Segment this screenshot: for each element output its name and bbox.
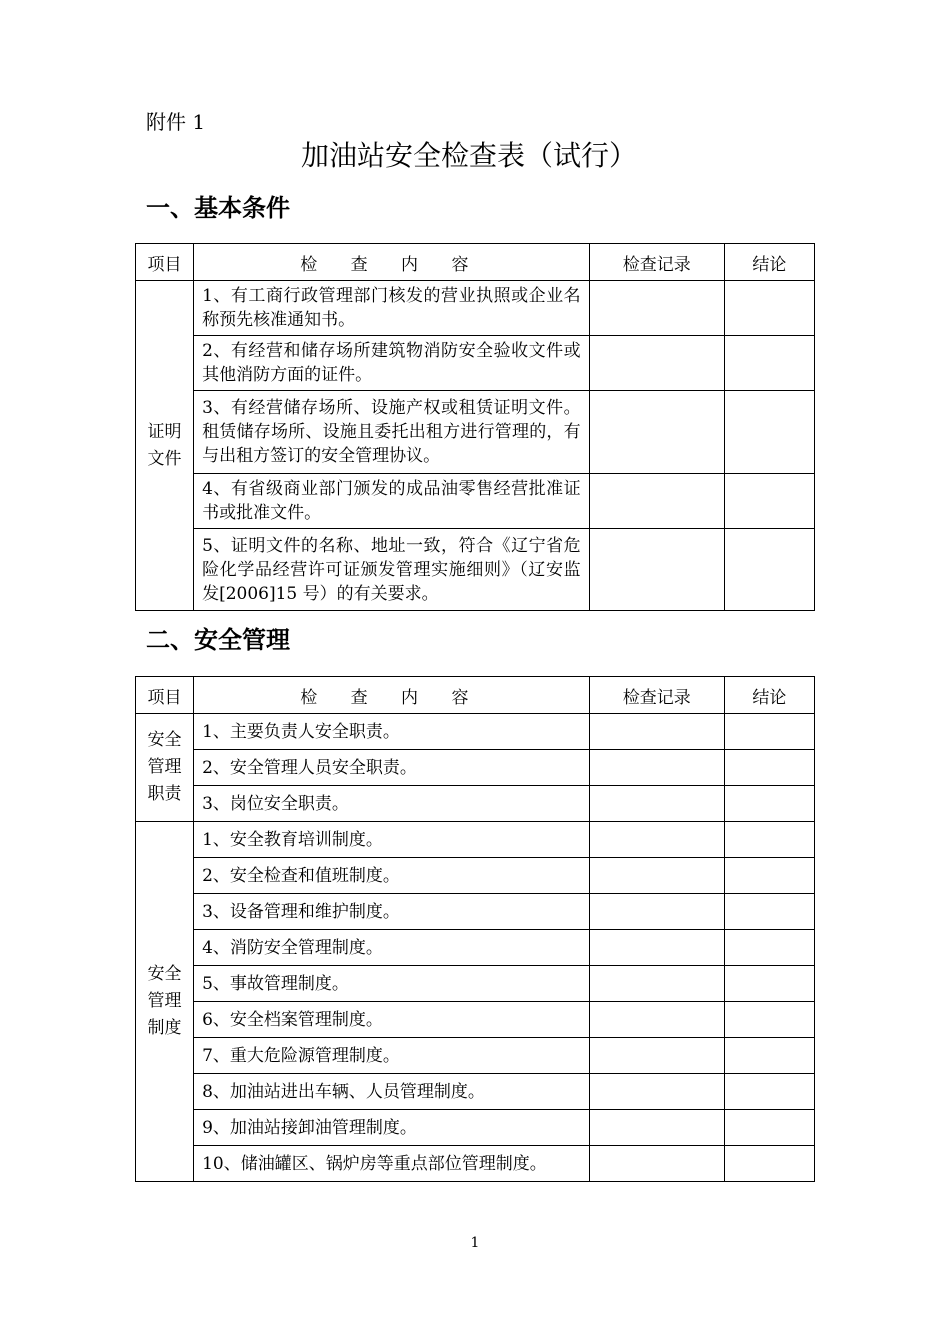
conclusion-cell[interactable]	[724, 1002, 814, 1038]
group-label-cell	[136, 822, 194, 1182]
header-content: 检 查 内 容	[194, 244, 590, 281]
group-label: 安全管理职责	[147, 730, 182, 804]
record-cell[interactable]	[589, 336, 724, 391]
conclusion-cell[interactable]	[724, 1110, 814, 1146]
header-record: 检查记录	[589, 244, 724, 281]
conclusion-cell[interactable]	[724, 894, 814, 930]
table-row	[136, 1110, 815, 1146]
table-row	[136, 281, 815, 336]
check-item-text: 9、加油站接卸油管理制度。	[194, 1110, 590, 1146]
table-row	[136, 858, 815, 894]
conclusion-cell[interactable]	[724, 336, 814, 391]
table-row	[136, 336, 815, 391]
header-item: 项目	[136, 244, 194, 281]
check-item-text: 5、事故管理制度。	[194, 966, 590, 1002]
check-item-text: 2、安全管理人员安全职责。	[194, 750, 590, 786]
conclusion-cell[interactable]	[724, 1074, 814, 1110]
check-item-text: 7、重大危险源管理制度。	[194, 1038, 590, 1074]
attachment-label: 附件 1	[146, 110, 206, 134]
check-item-text: 3、有经营储存场所、设施产权或租赁证明文件。租赁储存场所、设施且委托出租方进行管理的，有与出租方签订的安全管理协议。	[194, 391, 590, 474]
group-label: 证明文件	[147, 421, 182, 469]
record-cell[interactable]	[589, 714, 724, 750]
check-item-text: 2、安全检查和值班制度。	[194, 858, 590, 894]
record-cell[interactable]	[589, 1002, 724, 1038]
record-cell[interactable]	[589, 391, 724, 474]
check-item-text: 1、安全教育培训制度。	[194, 822, 590, 858]
header-conclusion: 结论	[724, 677, 814, 714]
check-item-text: 6、安全档案管理制度。	[194, 1002, 590, 1038]
header-item: 项目	[136, 677, 194, 714]
check-item-text: 3、设备管理和维护制度。	[194, 894, 590, 930]
table-header-row	[136, 677, 815, 714]
basic-conditions-table	[135, 243, 815, 611]
conclusion-cell[interactable]	[724, 786, 814, 822]
header-conclusion: 结论	[724, 244, 814, 281]
table-row	[136, 714, 815, 750]
conclusion-cell[interactable]	[724, 391, 814, 474]
conclusion-cell[interactable]	[724, 1146, 814, 1182]
check-item-text: 10、储油罐区、锅炉房等重点部位管理制度。	[194, 1146, 590, 1182]
page-number: 1	[470, 1235, 480, 1251]
conclusion-cell[interactable]	[724, 750, 814, 786]
document-title: 加油站安全检查表（试行）	[300, 139, 637, 172]
table-row	[136, 1038, 815, 1074]
check-item-text: 8、加油站进出车辆、人员管理制度。	[194, 1074, 590, 1110]
record-cell[interactable]	[589, 529, 724, 611]
record-cell[interactable]	[589, 1110, 724, 1146]
check-item-text: 2、有经营和储存场所建筑物消防安全验收文件或其他消防方面的证件。	[194, 336, 590, 391]
table-row	[136, 1146, 815, 1182]
check-item-text: 4、消防安全管理制度。	[194, 930, 590, 966]
table-row	[136, 750, 815, 786]
table-row	[136, 1074, 815, 1110]
record-cell[interactable]	[589, 786, 724, 822]
record-cell[interactable]	[589, 822, 724, 858]
table-row	[136, 894, 815, 930]
record-cell[interactable]	[589, 966, 724, 1002]
table-header-row	[136, 244, 815, 281]
conclusion-cell[interactable]	[724, 966, 814, 1002]
table-row	[136, 529, 815, 611]
check-item-text: 3、岗位安全职责。	[194, 786, 590, 822]
check-item-text: 1、主要负责人安全职责。	[194, 714, 590, 750]
record-cell[interactable]	[589, 1038, 724, 1074]
conclusion-cell[interactable]	[724, 474, 814, 529]
group-label: 安全管理制度	[147, 964, 182, 1038]
record-cell[interactable]	[589, 1146, 724, 1182]
check-item-text: 1、有工商行政管理部门核发的营业执照或企业名称预先核准通知书。	[194, 281, 590, 336]
section-heading-basic-conditions: 一、基本条件	[146, 194, 290, 222]
record-cell[interactable]	[589, 1074, 724, 1110]
check-item-text: 5、证明文件的名称、地址一致，符合《辽宁省危险化学品经营许可证颁发管理实施细则》（辽安监发[2006]15 号）的有关要求。	[194, 529, 590, 611]
table-row	[136, 822, 815, 858]
conclusion-cell[interactable]	[724, 529, 814, 611]
record-cell[interactable]	[589, 281, 724, 336]
conclusion-cell[interactable]	[724, 822, 814, 858]
conclusion-cell[interactable]	[724, 1038, 814, 1074]
conclusion-cell[interactable]	[724, 714, 814, 750]
record-cell[interactable]	[589, 858, 724, 894]
record-cell[interactable]	[589, 474, 724, 529]
table-row	[136, 474, 815, 529]
table-row	[136, 966, 815, 1002]
record-cell[interactable]	[589, 930, 724, 966]
table-row	[136, 391, 815, 474]
record-cell[interactable]	[589, 750, 724, 786]
safety-management-table	[135, 676, 815, 1182]
table-row	[136, 930, 815, 966]
record-cell[interactable]	[589, 894, 724, 930]
header-record: 检查记录	[589, 677, 724, 714]
header-content: 检 查 内 容	[194, 677, 590, 714]
table-row	[136, 786, 815, 822]
conclusion-cell[interactable]	[724, 281, 814, 336]
group-label-cell	[136, 281, 194, 611]
conclusion-cell[interactable]	[724, 930, 814, 966]
check-item-text: 4、有省级商业部门颁发的成品油零售经营批准证书或批准文件。	[194, 474, 590, 529]
section-heading-safety-management: 二、安全管理	[146, 626, 290, 654]
conclusion-cell[interactable]	[724, 858, 814, 894]
group-label-cell	[136, 714, 194, 822]
table-row	[136, 1002, 815, 1038]
